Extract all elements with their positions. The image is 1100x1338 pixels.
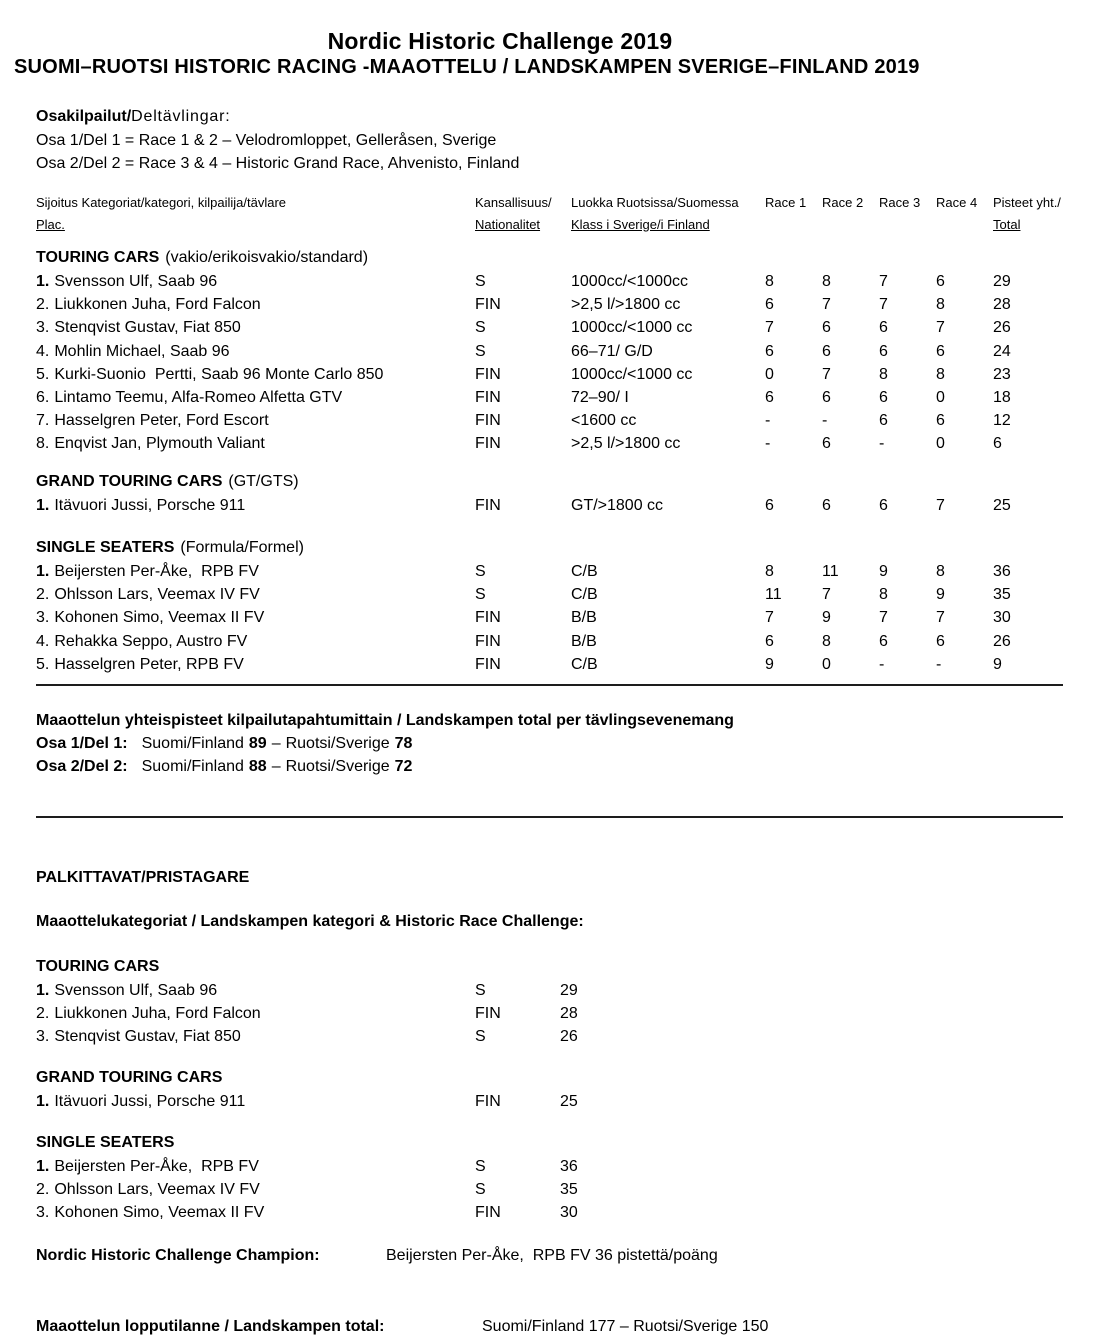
table-row [0, 363, 1100, 386]
section-title: GRAND TOURING CARS [36, 473, 223, 490]
column-header-place: Sijoitus Kategoriat/kategori, kilpailija/tävlare [36, 195, 287, 210]
table-row [0, 340, 1100, 363]
class: >2,5 l/>1800 cc [571, 296, 681, 314]
events-heading-light: Deltävlingar: [131, 108, 231, 125]
team2-score: 78 [394, 735, 413, 752]
column-header-place-2: Plac. [36, 217, 65, 232]
race3-points: 6 [879, 497, 888, 514]
driver-name: Svensson Ulf, Saab 96 [54, 982, 218, 999]
race2-points: 6 [822, 342, 831, 360]
race4-points: 0 [936, 435, 945, 453]
race1-points: - [765, 435, 771, 453]
nationality: FIN [475, 388, 501, 406]
column-header-race2: Race 2 [822, 195, 864, 210]
award-row [0, 1201, 1100, 1224]
race2-points: - [822, 412, 828, 430]
nationality: S [475, 982, 486, 999]
awards-single-seaters-rows [0, 1155, 1100, 1225]
row-position: 3. [36, 1204, 50, 1222]
race4-points: - [936, 655, 942, 673]
awards-grand-touring-rows [0, 1090, 1100, 1113]
section-heading [0, 246, 1100, 270]
touring-cars-section [0, 246, 1100, 456]
nationality: S [475, 1028, 486, 1046]
summary-heading: Maaottelun yhteispisteet kilpailutapahtumittain / Landskampen total per tävlingsevenemang [36, 712, 734, 729]
driver-name: Beijersten Per-Åke, RPB FV [54, 1158, 259, 1175]
driver-name: Ohlsson Lars, Veemax IV FV [54, 586, 260, 604]
team2-name: Ruotsi/Sverige [285, 758, 390, 775]
race2-points: 6 [822, 435, 831, 453]
nationality: FIN [475, 412, 501, 430]
race1-points: 9 [765, 655, 774, 673]
row-position: 2. [36, 1005, 50, 1023]
class: 1000cc/<1000 cc [571, 365, 693, 383]
driver-name: Beijersten Per-Åke, RPB FV [54, 563, 259, 580]
row-position: 3. [36, 319, 50, 337]
race4-points: 8 [936, 365, 945, 383]
race1-points: 6 [765, 342, 774, 360]
score-separator: – [271, 758, 281, 775]
row-position: 2. [36, 296, 50, 314]
table-row [0, 293, 1100, 316]
race4-points: 6 [936, 273, 945, 290]
race3-points: 7 [879, 609, 888, 627]
race4-points: 6 [936, 632, 945, 650]
summary-label: Osa 2/Del 2: [36, 758, 128, 775]
section-heading [0, 536, 1100, 560]
total-points: 29 [560, 982, 578, 999]
race2-points: 6 [822, 319, 831, 337]
driver-name: Mohlin Michael, Saab 96 [54, 342, 230, 360]
champion-line [0, 1244, 1100, 1267]
class: 1000cc/<1000cc [571, 273, 688, 290]
nationality: S [475, 586, 486, 604]
table-row [0, 409, 1100, 432]
total-points: 35 [993, 586, 1011, 604]
row-position: 6. [36, 388, 50, 406]
row-position: 1. [36, 273, 50, 290]
nationality: FIN [475, 1093, 501, 1110]
section-heading [0, 955, 1100, 979]
race4-points: 7 [936, 319, 945, 337]
section-subtitle: (Formula/Formel) [180, 539, 304, 556]
table-row [0, 560, 1100, 583]
total-points: 26 [560, 1028, 578, 1046]
nationality: FIN [475, 435, 501, 453]
driver-name: Liukkonen Juha, Ford Falcon [54, 1005, 261, 1023]
awards-single-seaters-section [0, 1131, 1100, 1225]
awards-touring-rows [0, 979, 1100, 1049]
driver-name: Stenqvist Gustav, Fiat 850 [54, 319, 241, 337]
single-seaters-section [0, 536, 1100, 676]
race2-points: 7 [822, 296, 831, 314]
events-heading [36, 105, 1100, 128]
race1-points: 8 [765, 563, 774, 580]
column-header-race1: Race 1 [765, 195, 807, 210]
race3-points: 7 [879, 296, 888, 314]
total-points: 25 [993, 497, 1011, 514]
race2-points: 8 [822, 273, 831, 290]
nationality: FIN [475, 1005, 501, 1023]
awards-subheading: Maaottelukategoriat / Landskampen kategori & Historic Race Challenge: [36, 913, 584, 930]
total-points: 30 [993, 609, 1011, 627]
awards-grand-touring-section [0, 1066, 1100, 1113]
row-position: 3. [36, 609, 50, 627]
row-position: 5. [36, 365, 50, 383]
team2-name: Ruotsi/Sverige [285, 735, 390, 752]
driver-name: Rehakka Seppo, Austro FV [54, 632, 248, 650]
race2-points: 6 [822, 497, 831, 514]
total-points: 36 [993, 563, 1011, 580]
race4-points: 8 [936, 563, 945, 580]
total-points: 24 [993, 342, 1011, 360]
race4-points: 7 [936, 497, 945, 514]
score-separator: – [271, 735, 281, 752]
summary-label: Osa 1/Del 1: [36, 735, 128, 752]
driver-name: Itävuori Jussi, Porsche 911 [54, 1093, 246, 1110]
champion-label: Nordic Historic Challenge Champion: [36, 1247, 320, 1264]
divider [36, 816, 1063, 818]
race2-points: 11 [822, 563, 839, 580]
award-row [0, 1025, 1100, 1048]
race4-points: 8 [936, 296, 945, 314]
row-position: 3. [36, 1028, 50, 1046]
row-position: 7. [36, 412, 50, 430]
awards-touring-section [0, 955, 1100, 1049]
nationality: S [475, 319, 486, 337]
class: B/B [571, 609, 597, 627]
total-points: 25 [560, 1093, 578, 1110]
nationality: FIN [475, 655, 501, 673]
race3-points: - [879, 655, 885, 673]
final-total-line [0, 1315, 1100, 1338]
class: C/B [571, 655, 598, 673]
page-subtitle: SUOMI–RUOTSI HISTORIC RACING -MAAOTTELU / LANDSKAMPEN SVERIGE–FINLAND 2019 [14, 56, 920, 78]
class: C/B [571, 563, 598, 580]
summary-rows [36, 732, 1036, 778]
race3-points: - [879, 435, 885, 453]
race4-points: 9 [936, 586, 945, 604]
row-position: 8. [36, 435, 50, 453]
nationality: S [475, 342, 486, 360]
class: 1000cc/<1000 cc [571, 319, 693, 337]
column-header-points: Pisteet yht./ [993, 195, 1061, 210]
race1-points: - [765, 412, 771, 430]
divider [36, 684, 1063, 686]
event-line-2: Osa 2/Del 2 = Race 3 & 4 – Historic Grand Race, Ahvenisto, Finland [36, 155, 520, 172]
race4-points: 6 [936, 342, 945, 360]
race1-points: 6 [765, 497, 774, 514]
nationality: FIN [475, 365, 501, 383]
race4-points: 0 [936, 388, 945, 406]
class: 66–71/ G/D [571, 342, 653, 360]
nationality: S [475, 563, 486, 580]
section-title: GRAND TOURING CARS [36, 1069, 223, 1086]
class: GT/>1800 cc [571, 497, 664, 514]
race1-points: 8 [765, 273, 774, 290]
nationality: S [475, 1158, 486, 1175]
driver-name: Hasselgren Peter, RPB FV [54, 655, 244, 673]
column-header-nationality: Kansallisuus/ [475, 195, 552, 210]
driver-name: Enqvist Jan, Plymouth Valiant [54, 435, 265, 453]
section-title: SINGLE SEATERS [36, 1134, 175, 1151]
section-subtitle: (vakio/erikoisvakio/standard) [165, 249, 369, 266]
team1-name: Suomi/Finland [141, 758, 244, 775]
driver-name: Lintamo Teemu, Alfa-Romeo Alfetta GTV [54, 388, 343, 406]
final-total-label: Maaottelun lopputilanne / Landskampen total: [36, 1318, 385, 1335]
driver-name: Kurki-Suonio Pertti, Saab 96 Monte Carlo 850 [54, 365, 384, 383]
race2-points: 7 [822, 365, 831, 383]
award-row [0, 979, 1100, 1002]
section-heading [0, 1131, 1100, 1155]
total-points: 28 [993, 296, 1011, 314]
section-title: TOURING CARS [36, 249, 160, 266]
section-title: SINGLE SEATERS [36, 539, 175, 556]
race3-points: 9 [879, 563, 888, 580]
nationality: FIN [475, 296, 501, 314]
single-seaters-rows [0, 560, 1100, 676]
race3-points: 8 [879, 365, 888, 383]
row-position: 2. [36, 1181, 50, 1199]
table-row [0, 386, 1100, 409]
summary-row [36, 755, 1036, 778]
total-points: 28 [560, 1005, 578, 1023]
class: <1600 cc [571, 412, 637, 430]
table-row [0, 583, 1100, 606]
grand-touring-cars-section [0, 470, 1100, 517]
race1-points: 0 [765, 365, 774, 383]
table-row [0, 432, 1100, 455]
nationality: FIN [475, 497, 501, 514]
events-heading-bold: Osakilpailut/ [36, 108, 132, 125]
race3-points: 6 [879, 412, 888, 430]
team1-score: 89 [248, 735, 267, 752]
race2-points: 7 [822, 586, 831, 604]
race1-points: 6 [765, 632, 774, 650]
nationality: S [475, 1181, 486, 1199]
race1-points: 6 [765, 296, 774, 314]
driver-name: Kohonen Simo, Veemax II FV [54, 1204, 265, 1222]
driver-name: Kohonen Simo, Veemax II FV [54, 609, 265, 627]
race3-points: 6 [879, 388, 888, 406]
row-position: 1. [36, 563, 50, 580]
race1-points: 6 [765, 388, 774, 406]
column-header-points-2: Total [993, 217, 1021, 232]
class: >2,5 l/>1800 cc [571, 435, 681, 453]
driver-name: Ohlsson Lars, Veemax IV FV [54, 1181, 260, 1199]
section-heading [0, 470, 1100, 494]
driver-name: Stenqvist Gustav, Fiat 850 [54, 1028, 241, 1046]
total-points: 36 [560, 1158, 578, 1175]
driver-name: Itävuori Jussi, Porsche 911 [54, 497, 246, 514]
driver-name: Liukkonen Juha, Ford Falcon [54, 296, 261, 314]
race2-points: 6 [822, 388, 831, 406]
race2-points: 8 [822, 632, 831, 650]
driver-name: Svensson Ulf, Saab 96 [54, 273, 218, 290]
race2-points: 9 [822, 609, 831, 627]
summary-row [36, 732, 1036, 755]
row-position: 4. [36, 342, 50, 360]
award-row [0, 1155, 1100, 1178]
page-title: Nordic Historic Challenge 2019 [327, 28, 673, 54]
nationality: FIN [475, 632, 501, 650]
section-subtitle: (GT/GTS) [228, 473, 299, 490]
awards-heading: PALKITTAVAT/PRISTAGARE [36, 869, 250, 886]
award-row [0, 1090, 1100, 1113]
section-title: TOURING CARS [36, 958, 160, 975]
total-points: 26 [993, 319, 1011, 337]
event-line-1: Osa 1/Del 1 = Race 1 & 2 – Velodromloppet, Gelleråsen, Sverige [36, 132, 497, 149]
total-points: 9 [993, 655, 1002, 673]
total-points: 18 [993, 388, 1011, 406]
row-position: 1. [36, 497, 50, 514]
column-header-nationality-2: Nationalitet [475, 217, 541, 232]
race4-points: 7 [936, 609, 945, 627]
table-row [0, 606, 1100, 629]
section-heading [0, 1066, 1100, 1090]
race3-points: 6 [879, 342, 888, 360]
row-position: 4. [36, 632, 50, 650]
nationality: FIN [475, 1204, 501, 1222]
column-header-race3: Race 3 [879, 195, 921, 210]
race1-points: 7 [765, 609, 774, 627]
race4-points: 6 [936, 412, 945, 430]
team2-score: 72 [394, 758, 413, 775]
row-position: 1. [36, 1093, 50, 1110]
total-points: 26 [993, 632, 1011, 650]
class: C/B [571, 586, 598, 604]
class: 72–90/ I [571, 388, 629, 406]
row-position: 1. [36, 982, 50, 999]
class: B/B [571, 632, 597, 650]
column-header-class: Luokka Ruotsissa/Suomessa [571, 195, 739, 210]
award-row [0, 1002, 1100, 1025]
race2-points: 0 [822, 655, 831, 673]
total-points: 30 [560, 1204, 578, 1222]
team1-name: Suomi/Finland [141, 735, 244, 752]
row-position: 5. [36, 655, 50, 673]
table-row [0, 270, 1100, 293]
race1-points: 11 [765, 586, 782, 604]
award-row [0, 1178, 1100, 1201]
driver-name: Hasselgren Peter, Ford Escort [54, 412, 269, 430]
total-points: 35 [560, 1181, 578, 1199]
race1-points: 7 [765, 319, 774, 337]
column-header-race4: Race 4 [936, 195, 978, 210]
total-points: 6 [993, 435, 1002, 453]
grand-touring-rows [0, 494, 1100, 517]
table-row [0, 494, 1100, 517]
total-points: 12 [993, 412, 1011, 430]
table-row [0, 653, 1100, 676]
table-row [0, 316, 1100, 339]
touring-rows [0, 270, 1100, 456]
race3-points: 8 [879, 586, 888, 604]
nationality: S [475, 273, 486, 290]
table-header [0, 195, 1100, 239]
nationality: FIN [475, 609, 501, 627]
column-header-class-2: Klass i Sverige/i Finland [571, 217, 710, 232]
table-row [0, 630, 1100, 653]
total-points: 29 [993, 273, 1011, 290]
row-position: 2. [36, 586, 50, 604]
race3-points: 7 [879, 273, 888, 290]
race3-points: 6 [879, 319, 888, 337]
race3-points: 6 [879, 632, 888, 650]
total-points: 23 [993, 365, 1011, 383]
team1-score: 88 [248, 758, 267, 775]
champion-value: Beijersten Per-Åke, RPB FV 36 pistettä/poäng [386, 1247, 718, 1264]
row-position: 1. [36, 1158, 50, 1175]
final-total-value: Suomi/Finland 177 – Ruotsi/Sverige 150 [482, 1318, 769, 1335]
